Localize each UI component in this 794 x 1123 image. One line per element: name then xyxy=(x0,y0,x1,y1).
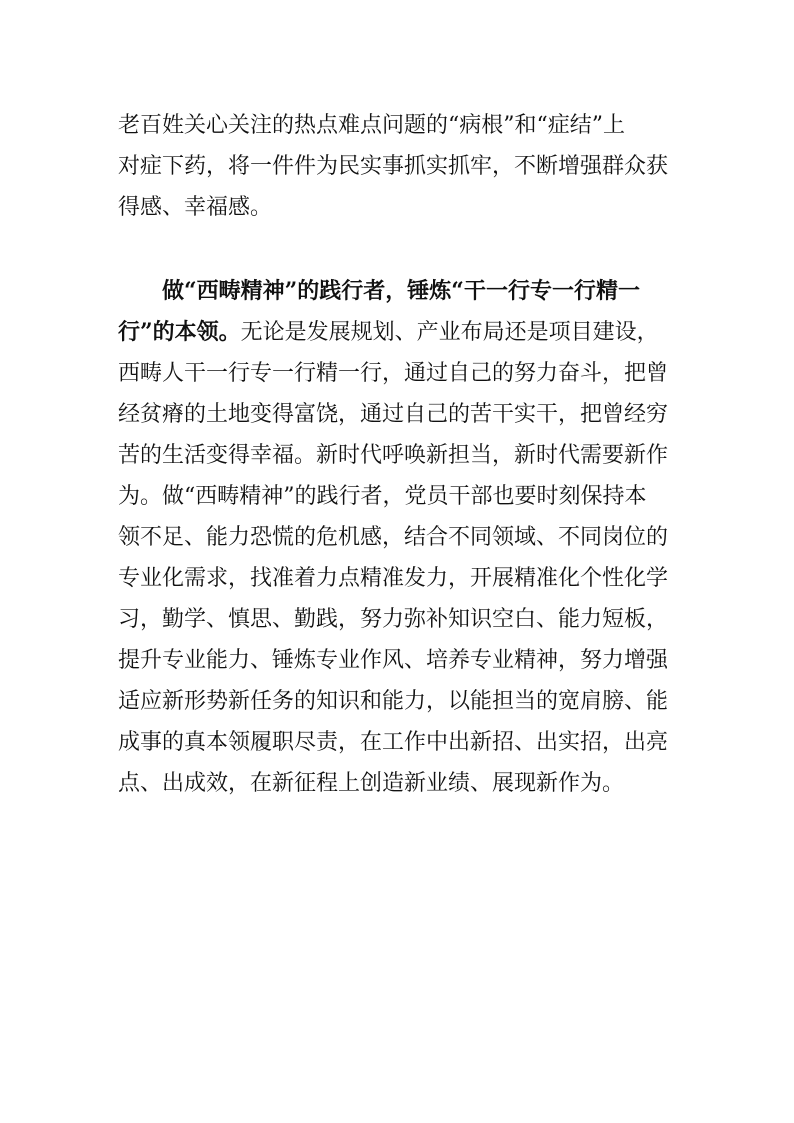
paragraph-bold-lead-end: 行”的本领。 xyxy=(118,319,241,345)
paragraph-line: 为。做“西畴精神”的践行者，党员干部也要时刻保持本 xyxy=(118,484,647,509)
paragraph-line: 老百姓关心关注的热点难点问题的“病根”和“症结”上 xyxy=(118,113,625,138)
paragraph-line-second xyxy=(118,312,678,353)
paragraph-line: 点、出成效，在新征程上创造新业绩、展现新作为。 xyxy=(118,771,625,796)
paragraph-line: 习，勤学、慎思、勤践，努力弥补知识空白、能力短板， xyxy=(118,607,669,632)
paragraph-text: 无论是发展规划、产业布局还是项目建设， xyxy=(240,320,659,345)
paragraph-line: 成事的真本领履职尽责，在工作中出新招、出实招，出亮 xyxy=(118,730,669,755)
paragraph-line: 得感、幸福感。 xyxy=(118,195,273,220)
paragraph-line: 对症下药，将一件件为民实事抓实抓牢，不断增强群众获 xyxy=(118,154,669,179)
paragraph-line: 经贫瘠的土地变得富饶，通过自己的苦干实干，把曾经穷 xyxy=(118,402,669,427)
paragraph-line-first xyxy=(118,271,678,312)
paragraph-bold-lead: 做“西畴精神”的践行者，锤炼“干一行专一行精一 xyxy=(162,278,640,304)
paragraph-line: 西畴人干一行专一行精一行，通过自己的努力奋斗，把曾 xyxy=(118,361,669,386)
paragraph-line: 专业化需求，找准着力点精准发力，开展精准化个性化学 xyxy=(118,566,669,591)
paragraph-2 xyxy=(118,271,678,804)
paragraph-1 xyxy=(118,105,678,228)
paragraph-line: 苦的生活变得幸福。新时代呼唤新担当，新时代需要新作 xyxy=(118,443,669,468)
paragraph-line: 提升专业能力、锤炼专业作风、培养专业精神，努力增强 xyxy=(118,648,669,673)
paragraph-line: 适应新形势新任务的知识和能力，以能担当的宽肩膀、能 xyxy=(118,689,669,714)
paragraph-line: 领不足、能力恐慌的危机感，结合不同领域、不同岗位的 xyxy=(118,525,669,550)
